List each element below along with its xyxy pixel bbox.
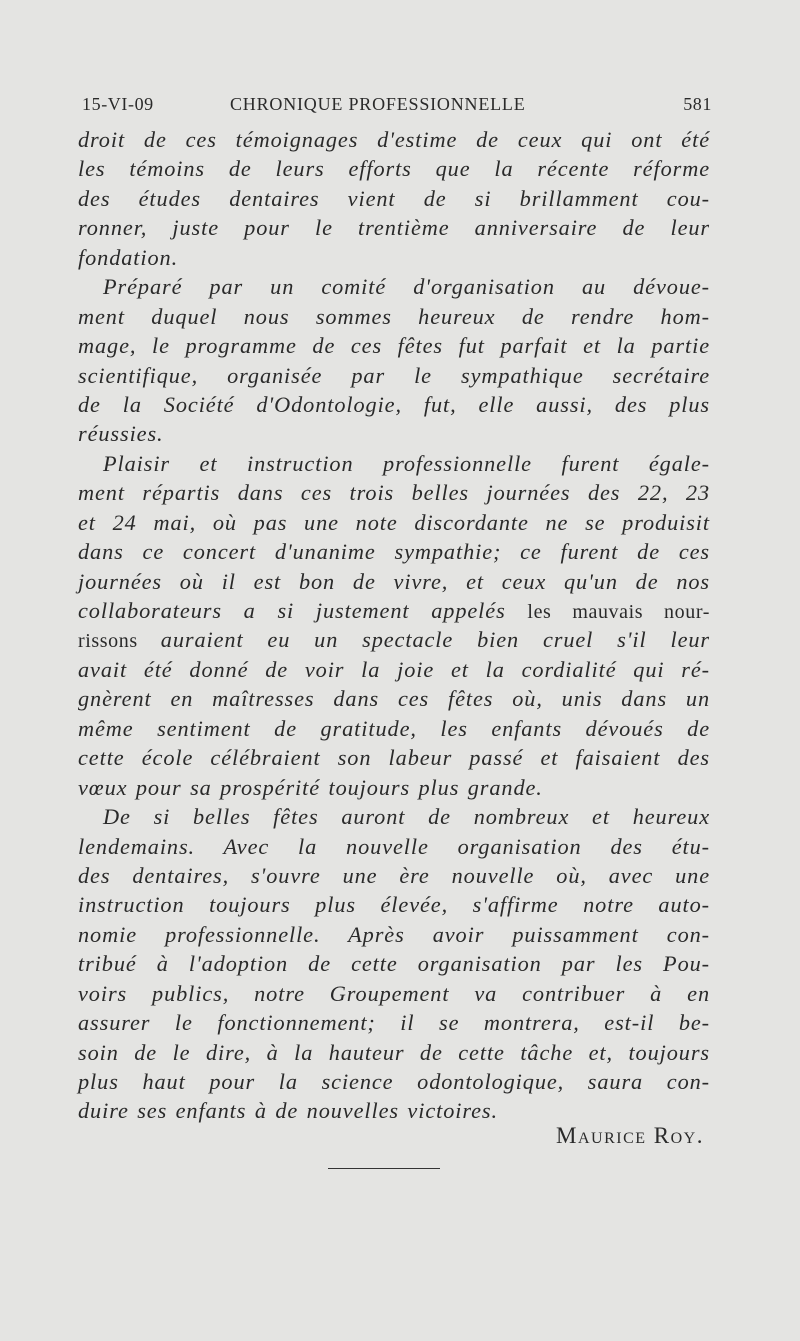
text-line: cette école célébraient son labeur passé et faisaient des — [78, 745, 710, 771]
text-line: même sentiment de gratitude, les enfants dévoués de — [78, 715, 710, 741]
section-divider — [328, 1168, 440, 1169]
roman-text: rissons — [78, 630, 161, 653]
text-line: scientifique, organisée par le sympathique secrétaire — [78, 362, 710, 388]
text-line: dans ce concert d'unanime sympathie; ce furent de ces — [78, 539, 710, 565]
text-line: ment répartis dans ces trois belles journées des 22, 23 — [78, 480, 710, 506]
text-line: vœux pour sa prospérité toujours plus grande. — [78, 774, 543, 800]
running-title: CHRONIQUE PROFESSIONNELLE — [230, 94, 526, 114]
author-signature: Maurice Roy. — [556, 1123, 704, 1148]
text-line: Préparé par un comité d'organisation au dévoue- — [103, 274, 710, 300]
text-line: soin de le dire, à la hauteur de cette tâche et, toujours — [78, 1039, 710, 1065]
text-line: lendemains. Avec la nouvelle organisation des étu- — [78, 833, 710, 859]
roman-text: les mauvais nour- — [527, 601, 710, 623]
text-line: Plaisir et instruction professionnelle furent égale- — [103, 450, 710, 476]
text-line: De si belles fêtes auront de nombreux et heureux — [103, 804, 710, 830]
text-line: duire ses enfants à de nouvelles victoires. — [78, 1098, 498, 1124]
text-line: ronner, juste pour le trentième anniversaire de leur — [78, 215, 710, 241]
text-line: mage, le programme de ces fêtes fut parfait et la partie — [78, 333, 710, 359]
issue-date: 15-VI-09 — [82, 94, 154, 114]
text-line: et 24 mai, où pas une note discordante ne se produisit — [78, 509, 710, 535]
text-line: rissons auraient eu un spectacle bien cruel s'il leur — [78, 627, 710, 653]
text-line: des études dentaires vient de si brillamment cou- — [78, 185, 710, 211]
text-line: voirs publics, notre Groupement va contribuer à en — [78, 980, 710, 1006]
text-line: collaborateurs a si justement appelés les mauvais nour- — [78, 598, 710, 623]
text-line: journées où il est bon de vivre, et ceux qu'un de nos — [78, 568, 710, 594]
text-line: instruction toujours plus élevée, s'affirme notre auto- — [78, 892, 710, 918]
text-line: de la Société d'Odontologie, fut, elle aussi, des plus — [78, 391, 710, 417]
text-line: nomie professionnelle. Après avoir puissamment con- — [78, 921, 710, 947]
text-line: réussies. — [78, 421, 164, 447]
article-body — [78, 125, 710, 1126]
text-line: ment duquel nous sommes heureux de rendre hom- — [78, 303, 710, 329]
text-line: les témoins de leurs efforts que la récente réforme — [78, 156, 710, 182]
page-number: 581 — [683, 94, 712, 114]
text-line: droit de ces témoignages d'estime de ceux qui ont été — [78, 127, 710, 152]
page-header — [80, 94, 712, 122]
text-line: des dentaires, s'ouvre une ère nouvelle où, avec une — [78, 862, 710, 888]
text-line: tribué à l'adoption de cette organisation par les Pou- — [78, 951, 710, 977]
text-line: assurer le fonctionnement; il se montrera, est-il be- — [78, 1010, 710, 1036]
text-line: gnèrent en maîtresses dans ces fêtes où, unis dans un — [78, 686, 710, 712]
text-line: avait été donné de voir la joie et la cordialité qui ré- — [78, 656, 710, 682]
text-line: fondation. — [78, 244, 179, 270]
text-line: plus haut pour la science odontologique, saura con- — [78, 1069, 710, 1094]
